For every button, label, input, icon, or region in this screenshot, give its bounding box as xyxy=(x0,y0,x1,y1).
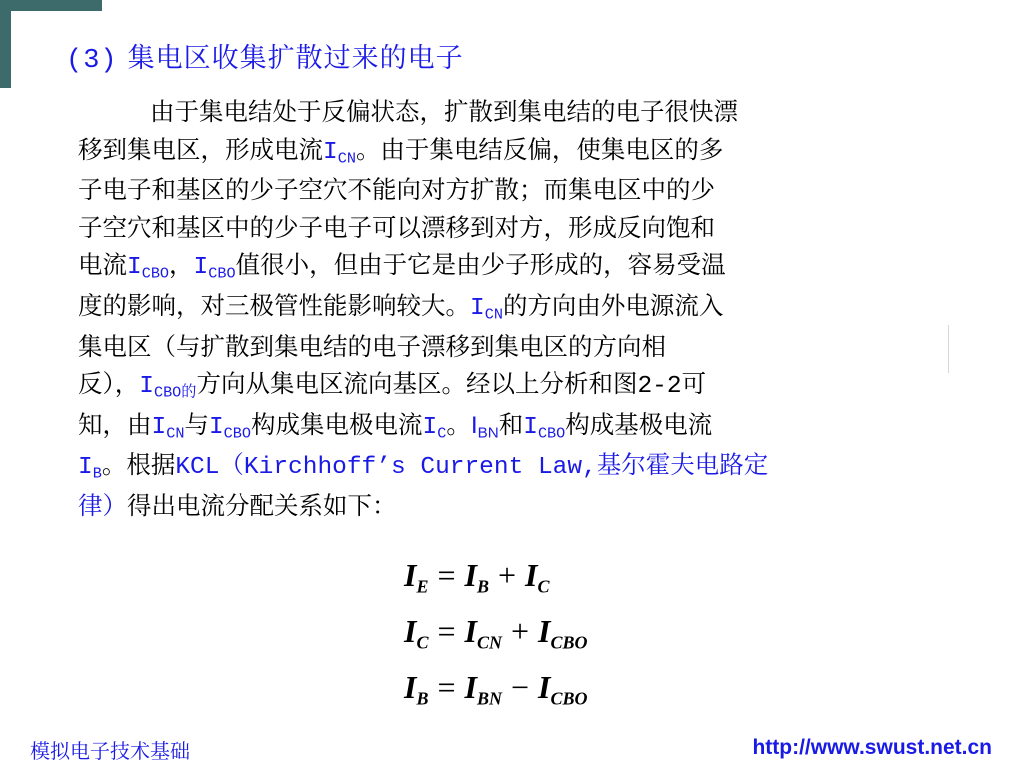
symbol-main: I xyxy=(127,254,142,282)
text-line-11 xyxy=(78,487,978,525)
symbol-subscript: B xyxy=(92,464,102,483)
eq-subscript: CN xyxy=(476,632,502,653)
icbo-symbol xyxy=(194,254,236,281)
text-segment: 度的影响，对三极管性能影响较大。 xyxy=(78,290,470,320)
eq-subscript: CBO xyxy=(550,688,588,709)
ibn-symbol xyxy=(471,412,499,439)
text-segment: 。 xyxy=(446,409,471,439)
section-title: 集电区收集扩散过来的电子 xyxy=(127,43,464,74)
text-line-9 xyxy=(78,406,978,447)
body-paragraph xyxy=(78,93,978,525)
symbol-main: I xyxy=(208,413,224,441)
symbol-subscript: C xyxy=(437,424,447,442)
eq-term: I xyxy=(538,613,551,649)
symbol-subscript: CN xyxy=(166,424,185,442)
text-segment: 。根据 xyxy=(101,450,176,480)
text-segment: 知，由 xyxy=(78,409,152,439)
text-segment: 与 xyxy=(184,409,209,439)
eq-lhs: I xyxy=(404,557,417,593)
text-segment: 电流 xyxy=(78,250,127,280)
kcl-chinese-name-end: 律） xyxy=(78,490,127,520)
text-segment: 值很小，但由于它是由少子形成的，容易受温 xyxy=(235,250,726,280)
text-line-8 xyxy=(78,365,978,406)
text-segment: 移到集电区，形成电流 xyxy=(78,134,323,164)
symbol-main: I xyxy=(139,373,154,401)
eq-subscript: E xyxy=(416,576,429,597)
eq-subscript: C xyxy=(416,632,429,653)
eq-subscript: C xyxy=(537,576,550,597)
icn-symbol xyxy=(323,139,356,166)
ic-symbol xyxy=(422,414,446,441)
eq-subscript: CBO xyxy=(550,632,588,653)
symbol-subscript: CBO xyxy=(141,264,170,283)
symbol-subscript: CBO的 xyxy=(153,383,197,402)
website-link[interactable]: http://www.swust.net.cn xyxy=(752,736,992,759)
symbol-main: I xyxy=(193,254,209,282)
eq-lhs: I xyxy=(404,613,417,649)
eq-lhs: I xyxy=(404,669,417,705)
equation-ic xyxy=(404,611,588,651)
icbo-symbol xyxy=(209,414,251,441)
text-line-2 xyxy=(78,131,978,172)
text-line-3: 子电子和基区的少子空穴不能向对方扩散；而集电区中的少 xyxy=(78,175,715,205)
eq-subscript: B xyxy=(476,576,489,597)
text-segment: 构成基极电流 xyxy=(565,409,713,439)
section-number: (3) xyxy=(66,46,118,76)
eq-operator: + xyxy=(510,613,530,649)
kcl-chinese-name: 基尔霍夫电路定 xyxy=(596,450,769,480)
symbol-subscript: CBO xyxy=(537,424,566,442)
corner-bracket-horizontal xyxy=(0,0,102,11)
text-segment: 的方向由外电源流入 xyxy=(502,290,724,320)
eq-operator: − xyxy=(510,669,530,705)
icbo-symbol xyxy=(127,254,169,281)
eq-operator: = xyxy=(437,557,456,593)
equation-ib xyxy=(404,667,588,707)
ib-symbol xyxy=(78,454,102,481)
eq-subscript: B xyxy=(416,688,429,709)
text-line-4: 子空穴和基区中的少子电子可以漂移到对方，形成反向饱和 xyxy=(78,212,715,242)
text-segment: 构成集电极电流 xyxy=(250,409,423,439)
text-segment: 可 xyxy=(681,369,707,399)
eq-term: I xyxy=(525,557,538,593)
kcl-reference: KCL（Kirchhoff’s Current Law, xyxy=(175,454,597,482)
icbo-symbol xyxy=(139,373,196,400)
icbo-symbol xyxy=(523,414,565,441)
eq-term: I xyxy=(464,669,477,705)
symbol-subscript: CBO xyxy=(208,264,236,283)
symbol-subscript: CBO xyxy=(223,424,251,442)
eq-term: I xyxy=(464,557,477,593)
text-segment: 方向从集电区流向基区。经以上分析和图 xyxy=(196,369,638,399)
text-line-1: 由于集电结处于反偏状态，扩散到集电结的电子很快漂 xyxy=(150,97,738,126)
symbol-subscript: CN xyxy=(484,305,503,324)
symbol-subscript: BN xyxy=(477,424,499,441)
eq-term: I xyxy=(538,669,551,705)
text-segment: 得出电流分配关系如下： xyxy=(127,490,397,520)
text-segment: 和 xyxy=(498,409,524,439)
figure-reference: 2-2 xyxy=(637,373,682,401)
eq-term: I xyxy=(464,613,477,649)
text-line-5 xyxy=(78,246,978,287)
symbol-main: I xyxy=(470,411,478,439)
text-segment: ， xyxy=(169,250,194,280)
text-segment: 。由于集电结反偏，使集电区的多 xyxy=(355,134,724,164)
symbol-main: I xyxy=(422,413,438,441)
eq-operator: = xyxy=(437,669,456,705)
section-heading xyxy=(66,36,464,76)
eq-operator: = xyxy=(437,613,456,649)
symbol-main: I xyxy=(151,413,167,441)
symbol-subscript: CN xyxy=(337,148,356,167)
course-title: 模拟电子技术基础 xyxy=(30,739,190,763)
eq-subscript: BN xyxy=(476,688,502,709)
symbol-main: I xyxy=(323,138,338,166)
corner-bracket-vertical xyxy=(0,0,11,88)
symbol-main: I xyxy=(470,294,485,322)
text-line-10 xyxy=(78,446,978,487)
icn-symbol xyxy=(152,414,185,441)
icn-symbol xyxy=(470,295,503,322)
text-segment: 反）， xyxy=(78,369,140,399)
equation-ie xyxy=(404,555,550,595)
symbol-main: I xyxy=(523,413,538,441)
eq-operator: + xyxy=(497,557,517,593)
text-line-7: 集电区（与扩散到集电结的电子漂移到集电区的方向相 xyxy=(78,331,666,361)
text-line-6 xyxy=(78,287,978,328)
symbol-main: I xyxy=(78,454,93,482)
